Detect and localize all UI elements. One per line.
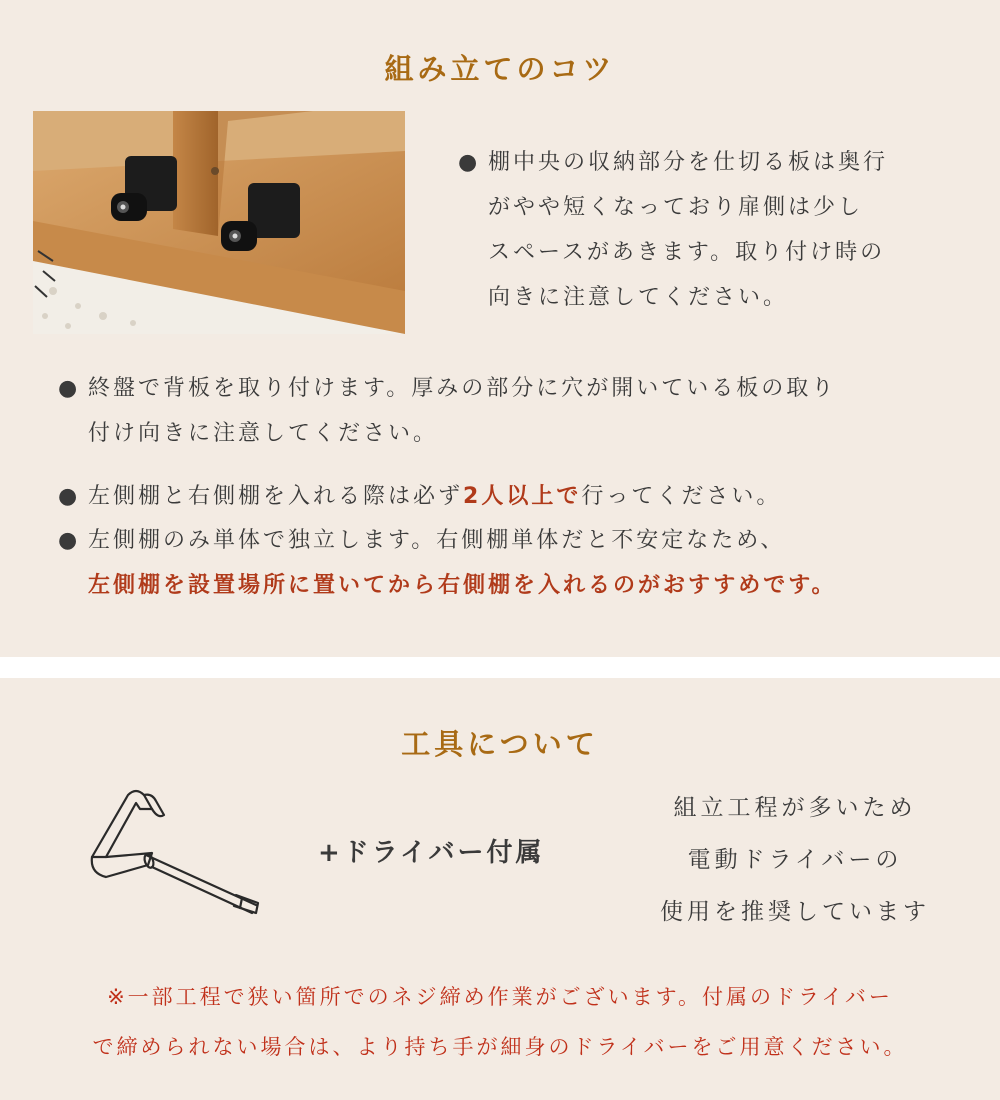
tip-line: 左側棚のみ単体で独立します。右側棚単体だと不安定なため、 xyxy=(88,528,786,553)
screwdriver-icon xyxy=(86,785,266,915)
screw-warning-note xyxy=(20,972,980,1072)
driver-included-label: +ドライバー付属 xyxy=(318,838,545,868)
note-line: 電動ドライバーの xyxy=(687,847,903,873)
tip-text: 行ってください。 xyxy=(581,484,782,509)
tip-divider-depth xyxy=(458,140,958,320)
bullet-icon: ● xyxy=(58,528,81,553)
tip-text: 左側棚と右側棚を入れる際は必ず xyxy=(88,484,464,509)
tip-line: 終盤で背板を取り付けます。厚みの部分に穴が開いている板の取り xyxy=(88,376,837,401)
assembly-tips-heading: 組み立てのコツ xyxy=(384,52,616,86)
bullet-icon: ● xyxy=(58,376,81,401)
note-line: 組立工程が多いため xyxy=(673,795,917,821)
tip-line: 向きに注意してください。 xyxy=(488,285,789,310)
note-line: 使用を推奨しています xyxy=(660,899,930,925)
tip-left-shelf-first xyxy=(58,518,958,608)
tip-line: 付け向きに注意してください。 xyxy=(88,421,439,446)
recommendation-emphasis: 左側棚を設置場所に置いてから右側棚を入れるのがおすすめです。 xyxy=(88,573,837,598)
tip-line: スペースがあきます。取り付け時の xyxy=(488,240,886,265)
tip-line: がやや短くなっており扉側は少し xyxy=(488,195,864,220)
tip-back-panel xyxy=(58,366,958,456)
warning-line: ※一部工程で狭い箇所でのネジ締め作業がございます。付属のドライバー xyxy=(107,985,893,1009)
warning-line: で締められない場合は、より持ち手が細身のドライバーをご用意ください。 xyxy=(92,1035,908,1059)
two-people-emphasis: 2人以上で xyxy=(463,484,582,509)
electric-driver-recommendation xyxy=(620,782,970,938)
bullet-icon: ● xyxy=(58,484,81,509)
shelf-latch-photo xyxy=(33,111,405,334)
tip-line: 棚中央の収納部分を仕切る板は奥行 xyxy=(488,150,889,175)
tools-heading: 工具について xyxy=(401,727,599,761)
bullet-icon: ● xyxy=(458,150,481,175)
tip-two-people xyxy=(58,474,958,519)
